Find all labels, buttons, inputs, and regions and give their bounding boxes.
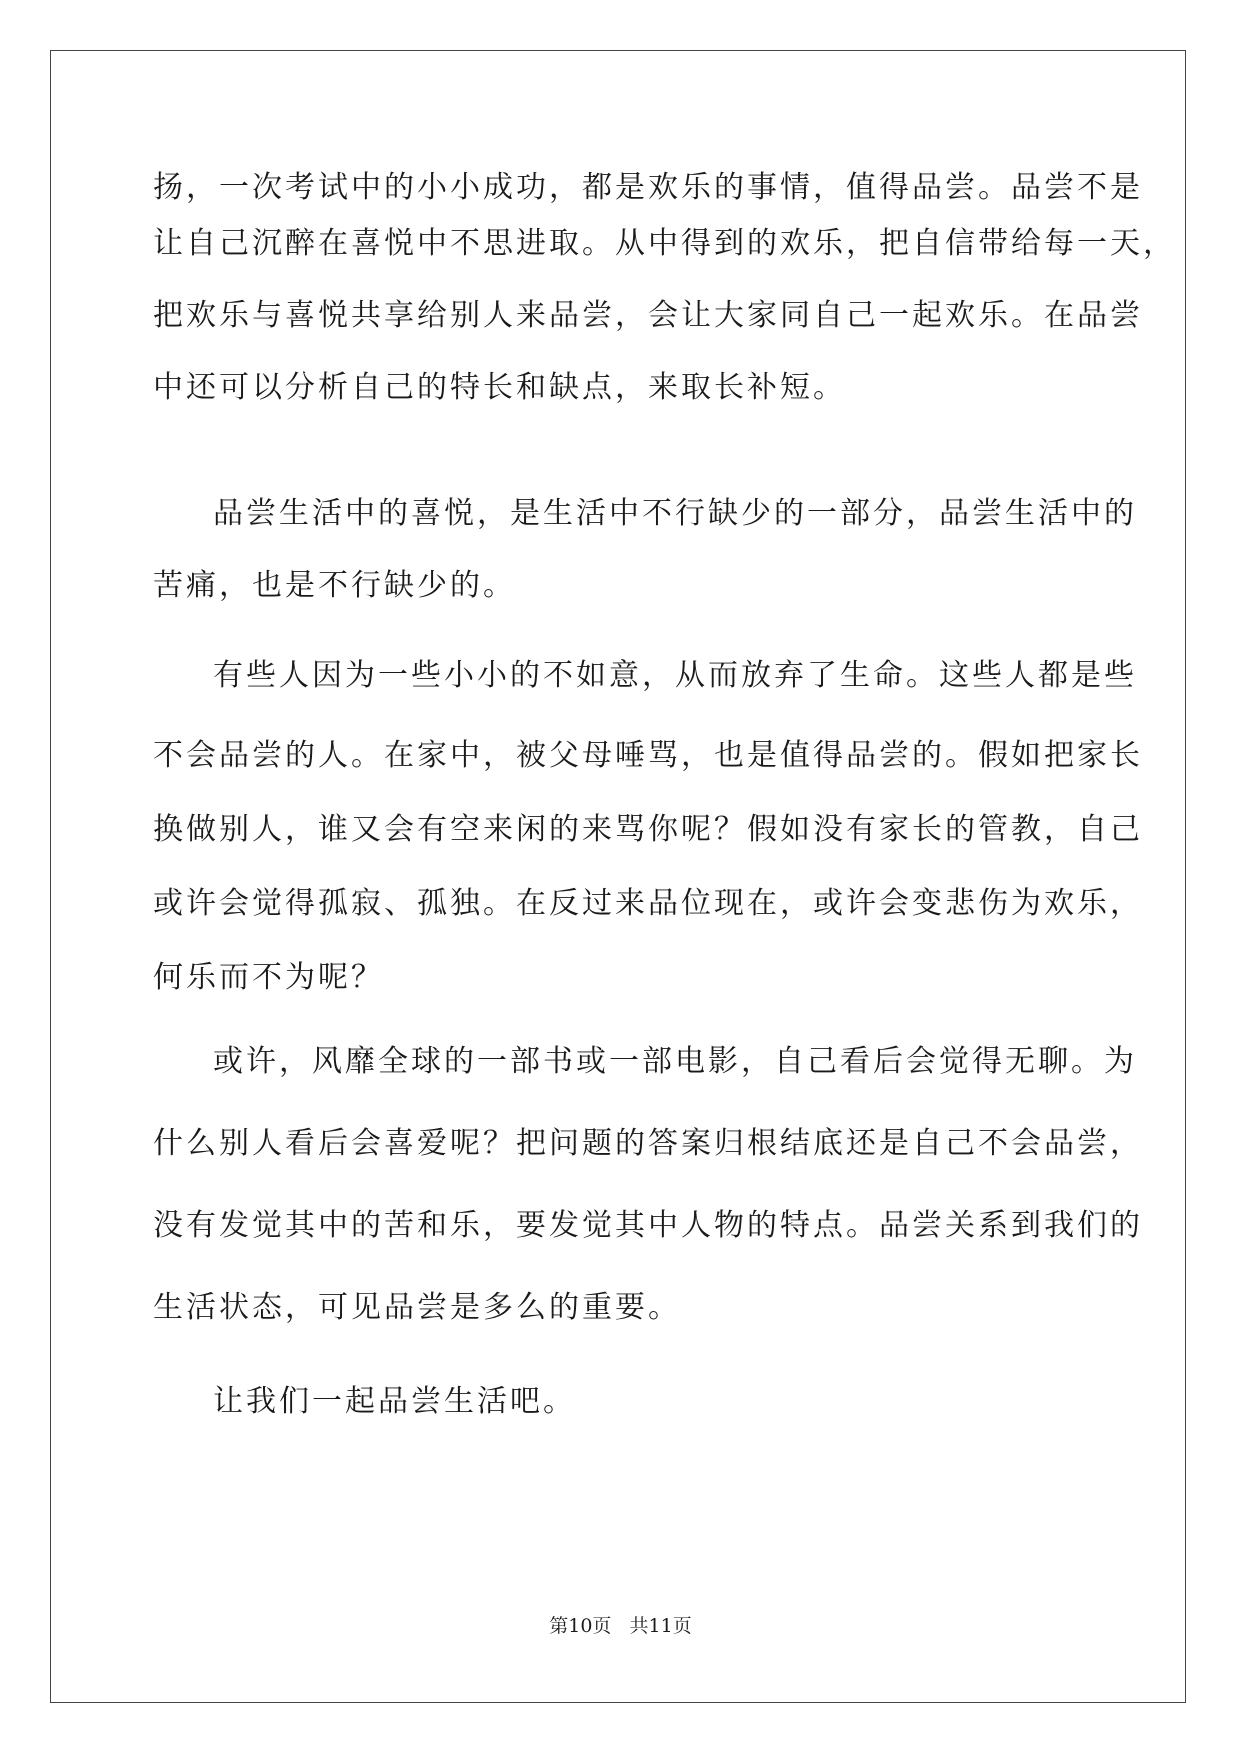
paragraph-first-line: 有些人因为一些小小的不如意，从而放弃了生命。这些人都是些	[213, 658, 1137, 693]
text-line: 中还可以分析自己的特长和缺点，来取长补短。	[153, 370, 846, 405]
text-line: 换做别人，谁又会有空来闲的来骂你呢？假如没有家长的管教，自己	[153, 812, 1143, 847]
text-line: 扬，一次考试中的小小成功，都是欢乐的事情，值得品尝。品尝不是	[153, 170, 1143, 205]
text-line: 把欢乐与喜悦共享给别人来品尝，会让大家同自己一起欢乐。在品尝	[153, 298, 1143, 333]
paragraph-first-line: 品尝生活中的喜悦，是生活中不行缺少的一部分，品尝生活中的	[213, 496, 1137, 531]
text-line: 让自己沉醉在喜悦中不思进取。从中得到的欢乐，把自信带给每一天，	[153, 226, 1176, 261]
text-line: 何乐而不为呢？	[153, 960, 384, 995]
text-line: 苦痛，也是不行缺少的。	[153, 568, 516, 603]
text-line: 没有发觉其中的苦和乐，要发觉其中人物的特点。品尝关系到我们的	[153, 1208, 1143, 1243]
text-line: 生活状态，可见品尝是多么的重要。	[153, 1290, 681, 1325]
text-line: 什么别人看后会喜爱呢？把问题的答案归根结底还是自己不会品尝，	[153, 1126, 1143, 1161]
text-line: 不会品尝的人。在家中，被父母唾骂，也是值得品尝的。假如把家长	[153, 738, 1143, 773]
paragraph-first-line: 让我们一起品尝生活吧。	[213, 1384, 576, 1419]
paragraph-first-line: 或许，风靡全球的一部书或一部电影，自己看后会觉得无聊。为	[213, 1044, 1137, 1079]
text-line: 或许会觉得孤寂、孤独。在反过来品位现在，或许会变悲伤为欢乐，	[153, 886, 1143, 921]
page-number-footer: 第10页 共11页	[549, 1615, 692, 1637]
